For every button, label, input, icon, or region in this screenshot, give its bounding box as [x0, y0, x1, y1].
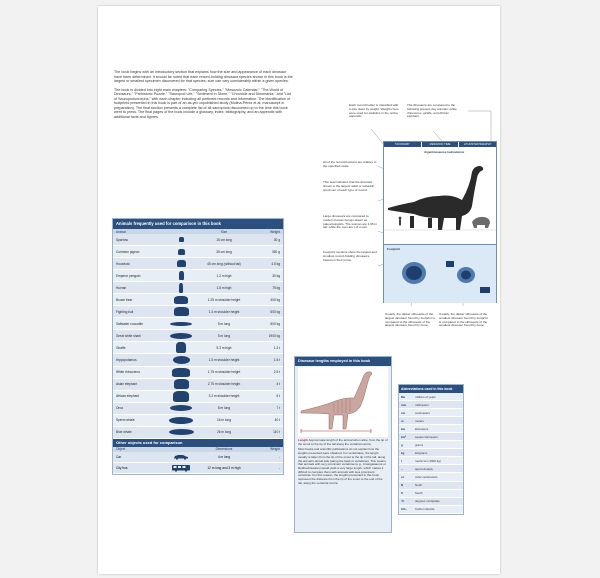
- note-largest-footprint: Usually, the darker silhouette of the largest dinosaur found by footprint is compared to the silhouette of the largest dinosaur found by bone.: [385, 312, 435, 328]
- abbreviation-value: Carbon dioxide: [415, 507, 435, 512]
- length-label: Length: [298, 438, 308, 442]
- animal-silhouette-icon: [168, 427, 194, 438]
- animal-silhouette-icon: [168, 294, 194, 305]
- sauropod-silhouette: [384, 156, 496, 244]
- animal-silhouette-icon: [168, 270, 194, 281]
- animal-silhouette-icon: [168, 391, 194, 402]
- animal-weight: 75 kg: [272, 285, 280, 290]
- abbreviation-key: ~: [401, 466, 403, 471]
- animal-weight: 4 t: [276, 382, 280, 387]
- abbreviation-row: [399, 490, 463, 498]
- table-row: [113, 391, 283, 403]
- silhouette-shape: [170, 322, 192, 326]
- animal-weight: 30 g: [273, 237, 280, 242]
- abbreviation-key: °C: [401, 499, 405, 504]
- animal-size: 26 m long: [217, 430, 231, 435]
- object-size: 4 m long: [217, 454, 231, 459]
- table-row: [113, 367, 283, 379]
- animal-silhouette-icon: [168, 415, 194, 426]
- animal-size: 2.75 m shoulder height: [207, 382, 241, 387]
- animal-silhouette-icon: [168, 306, 194, 317]
- animal-weight: 400 kg: [270, 297, 280, 302]
- animal-size: 3.2 m shoulder height: [208, 394, 240, 399]
- animal-silhouette-icon: [168, 282, 194, 293]
- intro-paragraph-1: The book begins with an introductory section that explains how the size and appearance of each dinosaur have been determined. It should be noted that each record-holding dinosaur species shown in this book is the largest or smallest specimen discovered for that species; size can vary considerably within a given species.: [114, 70, 293, 83]
- animal-weight: 1900 kg: [268, 333, 280, 338]
- abbreviation-row: [399, 465, 463, 473]
- abbreviation-row: [399, 441, 463, 449]
- table-row: [113, 246, 283, 258]
- animal-name: Fighting bull: [116, 309, 134, 314]
- silhouette-shape: [178, 249, 185, 255]
- animal-name: Hippopotamus: [116, 357, 137, 362]
- abbreviations-table: [398, 384, 464, 515]
- abbreviation-value: square kilometers: [415, 434, 438, 439]
- animal-name: Great white shark: [116, 333, 141, 338]
- objects-table-title: Other objects used for comparison: [113, 439, 283, 447]
- object-row-car: [113, 452, 283, 463]
- species-name: Argentinosaurus huinculensis: [424, 150, 465, 154]
- note-footprints: Footprint sections show the largest and smallest record-holding dinosaurs, based on their prints.: [323, 250, 377, 262]
- abbreviations-title: Abbreviations used in this book: [399, 385, 463, 393]
- abbreviation-row: [399, 457, 463, 465]
- animal-name: White rhinoceros: [116, 370, 140, 375]
- dinosaur-lengths-box: [294, 356, 392, 533]
- header-object: Object: [116, 447, 126, 452]
- animal-name: Brown bear: [116, 297, 133, 302]
- abbreviation-key: kg: [401, 450, 405, 455]
- animal-size: 1.8 m high: [216, 285, 232, 290]
- intro-paragraph-2: The book is divided into eight main chapters: "Comparing Species," "Mesozoic Calendar," "The World of Dinosaurs," "Prehistoric Puzzle," "Sauropod Life," "Sediment in Stone," "Chronicle and Dinomania," and "List of Sauropodomorphs," with each chapter including all pertinent records and information. The identification of footprints presented in this book is part of an as-yet unpublished study (Molina-Pérez et al, manuscript in preparation). The final section presents a complete list of all sauropods discovered up to the time this book went to press. The final pages of the book include a glossary, index, bibliography, and an appendix with additional facts and figures.: [114, 87, 291, 119]
- header-size: Size: [220, 229, 228, 234]
- footprint-icons: [384, 253, 496, 301]
- animal-weight: 4.5 kg: [271, 261, 280, 266]
- abbreviation-row: [399, 433, 463, 441]
- animal-weight: 40 t: [274, 418, 280, 423]
- animal-silhouette-icon: [168, 318, 194, 329]
- tab-lithostratigraphy: LITHOSTRATIGRAPHY: [459, 142, 496, 147]
- object-name: Car: [116, 454, 122, 459]
- header-dimensions: Dimensions: [215, 447, 233, 452]
- abbreviation-row: [399, 498, 463, 506]
- footprint-section: [384, 244, 496, 303]
- object-size: 12 m long and 3 m high: [207, 465, 241, 470]
- animals-table-body: [113, 234, 283, 439]
- abbreviation-key: cc: [401, 474, 405, 479]
- abbreviation-value: meters: [415, 418, 424, 423]
- abbreviation-value: grams: [415, 442, 424, 447]
- table-row: [113, 270, 283, 282]
- dinosaur-lengths-title: Dinosaur lengths employed in this book: [295, 357, 391, 366]
- silhouette-shape: [174, 307, 189, 316]
- table-row: [113, 282, 283, 294]
- animal-size: 45 cm long (without tail): [207, 261, 241, 266]
- length-explanation: Most books and scientific publications do not explain how the lengths presented were obtained. For vertebrates, the length usually is taken from the tip of the snout to the tip of the tail, along the animal's dorsal side (along the back or vertebrae). This means that animals with very prominent vertebrae (e.g., Amargasaurus or Rebbachisaurus) would yield a very large length, which makes it difficult to compare them with animals with less prominent vertebrae. For this reason, the lengths presented in this book represent the distance from the tip of the snout to the end of the tail, along the vertebral centra.: [298, 447, 386, 485]
- object-weight: -: [278, 454, 280, 459]
- animal-size: 35 cm long: [216, 249, 232, 254]
- specimen-page-sample: [383, 141, 497, 303]
- animal-weight: 1.5 t: [273, 357, 280, 362]
- abbreviation-value: kilometers: [415, 426, 429, 431]
- silhouette-shape: [169, 417, 193, 424]
- note-seal: This seal indicates that the dinosaur shown is the largest adult or subadult specimen of each type of record.: [323, 180, 375, 192]
- table-row: [113, 306, 283, 318]
- silhouette-shape: [179, 283, 183, 293]
- animal-name: Emperor penguin: [116, 273, 141, 278]
- silhouette-shape: [173, 356, 190, 364]
- animal-silhouette-icon: [168, 342, 194, 353]
- silhouette-shape: [173, 391, 189, 402]
- animal-weight: 7 t: [276, 406, 280, 411]
- animal-weight: 600 kg: [270, 321, 280, 326]
- animal-name: Sparrow: [116, 237, 128, 242]
- abbreviation-value: millions of years: [415, 394, 436, 399]
- animal-size: 1.25 m shoulder height: [207, 297, 241, 302]
- animal-name: Saltwater crocodile: [116, 321, 143, 326]
- silhouette-shape: [172, 368, 190, 377]
- abbreviation-key: N: [401, 483, 404, 488]
- abbreviation-value: metric ton (1000 kg): [415, 458, 441, 463]
- animal-silhouette-icon: [168, 403, 194, 414]
- animal-size: 5 m long: [217, 333, 231, 338]
- table-row: [113, 342, 283, 354]
- animal-silhouette-icon: [168, 234, 194, 245]
- animal-silhouette-icon: [168, 246, 194, 257]
- tab-mesozoic-time: MESOZOIC TIME: [422, 142, 460, 147]
- table-row: [113, 318, 283, 330]
- note-scale: All of the reconstructions are relative to the specified scale.: [323, 160, 377, 168]
- note-humans: Large dinosaurs are compared to modern human beings drawn as paleontologists. The woman are 1.65 m tall, while the men are 1.8 m tall.: [323, 214, 378, 230]
- animal-name: Common pigeon: [116, 249, 140, 254]
- abbreviation-row: [399, 473, 463, 481]
- abbreviation-key: cm: [401, 410, 406, 415]
- animals-table-title: Animals frequently used for comparison in this book: [113, 219, 283, 229]
- abbreviation-row: [399, 482, 463, 490]
- table-row: [113, 258, 283, 270]
- animal-weight: 30 kg: [272, 273, 280, 278]
- table-row: [113, 415, 283, 427]
- table-row: [113, 234, 283, 246]
- abbreviation-row: [399, 425, 463, 433]
- silhouette-shape: [177, 260, 186, 267]
- bus-icon: [168, 463, 194, 473]
- animal-weight: 6 t: [276, 394, 280, 399]
- note-size-class: Each record holder is classified with a size class by weight. Weights here were used for statistics in the online appendix.: [349, 103, 399, 119]
- animal-silhouette-icon: [168, 330, 194, 341]
- length-definition: Approximate length of the animal when alive, from the tip of the snout to the tip of the tail along the vertebral centra.: [298, 438, 388, 446]
- animal-name: Giraffe: [116, 345, 126, 350]
- skeleton-illustration: [298, 367, 388, 437]
- header-object-weight: Weight: [270, 447, 280, 452]
- animal-weight: 1.2 t: [273, 345, 280, 350]
- silhouette-shape: [169, 429, 194, 435]
- abbreviation-value: millimeters: [415, 402, 429, 407]
- abbreviation-row: [399, 393, 463, 401]
- abbreviations-list: [399, 393, 463, 514]
- animal-size: 15 cm long: [216, 237, 232, 242]
- abbreviation-value: South: [415, 491, 423, 496]
- dinosaur-lengths-text: [298, 439, 388, 485]
- abbreviation-key: Ma: [401, 394, 406, 399]
- animal-weight: 600 kg: [270, 309, 280, 314]
- abbreviation-value: cubic centimeters: [415, 474, 438, 479]
- animal-name: Human: [116, 285, 127, 290]
- abbreviation-key: S: [401, 491, 403, 496]
- record-page-diagram: [323, 101, 493, 328]
- animal-silhouette-icon: [168, 379, 194, 390]
- table-row: [113, 330, 283, 342]
- specimen-tabs: [384, 142, 496, 147]
- silhouette-shape: [170, 333, 192, 339]
- abbreviation-value: kilograms: [415, 450, 428, 455]
- animal-weight: 2.5 t: [273, 370, 280, 375]
- footprint-label: Footprint: [387, 247, 401, 251]
- animal-name: African elephant: [116, 394, 140, 399]
- abbreviation-key: t: [401, 458, 402, 463]
- intro-text: [114, 70, 294, 123]
- object-weight: -: [278, 465, 280, 470]
- object-name: City bus: [116, 465, 128, 470]
- silhouette-shape: [174, 379, 189, 389]
- header-weight: Weight: [270, 229, 280, 234]
- silhouette-shape: [176, 342, 186, 353]
- abbreviation-key: CO₂: [401, 507, 407, 512]
- abbreviation-row: [399, 401, 463, 409]
- animal-size: 5.3 m high: [216, 345, 232, 350]
- abbreviation-key: km: [401, 426, 406, 431]
- animal-weight: 350 g: [272, 249, 280, 254]
- abbreviation-key: km²: [401, 434, 407, 439]
- animals-table-header: [113, 229, 283, 234]
- note-smallest-footprint: Usually, the darker silhouette of the smallest dinosaur found by footprint is compared to the silhouette of the smallest dinosaur found by bone.: [439, 312, 488, 328]
- table-row: [113, 354, 283, 366]
- silhouette-shape: [174, 296, 188, 304]
- animal-name: Sperm whale: [116, 418, 135, 423]
- table-row: [113, 427, 283, 439]
- animal-silhouette-icon: [168, 354, 194, 365]
- abbreviation-value: approximately: [415, 466, 433, 471]
- animal-weight: 110 t: [273, 430, 280, 435]
- silhouette-shape: [179, 237, 184, 242]
- animal-size: 5 m long: [217, 321, 231, 326]
- note-comparison-animals: The dinosaurs are compared to the following present-day animals: white rhinoceros, giraffe, and African elephant.: [407, 103, 457, 119]
- animal-name: Housecat: [116, 261, 130, 266]
- abbreviation-row: [399, 417, 463, 425]
- abbreviation-key: m: [401, 418, 404, 423]
- animals-table: [112, 218, 284, 475]
- animal-silhouette-icon: [168, 258, 194, 269]
- abbreviation-value: North: [415, 483, 423, 488]
- abbreviation-key: g: [401, 442, 403, 447]
- silhouette-shape: [179, 271, 184, 280]
- abbreviation-row: [399, 506, 463, 514]
- tab-taxonomy: TAXONOMY: [384, 142, 422, 147]
- animal-name: Asian elephant: [116, 382, 138, 387]
- animal-name: Blue whale: [116, 430, 132, 435]
- animal-size: 16 m long: [217, 418, 231, 423]
- header-animal: Animal: [116, 229, 126, 234]
- abbreviation-row: [399, 409, 463, 417]
- animal-size: 1.5 m shoulder height: [208, 357, 240, 362]
- silhouette-shape: [170, 405, 192, 411]
- book-page: [98, 6, 500, 574]
- table-row: [113, 294, 283, 306]
- car-icon: [168, 452, 194, 462]
- abbreviation-value: degrees centigrade: [415, 499, 440, 504]
- table-row: [113, 379, 283, 391]
- abbreviation-value: centimeters: [415, 410, 430, 415]
- abbreviation-key: mm: [401, 402, 407, 407]
- animal-size: 1.2 m high: [216, 273, 232, 278]
- animal-silhouette-icon: [168, 367, 194, 378]
- table-row: [113, 403, 283, 415]
- animal-name: Orca: [116, 406, 123, 411]
- abbreviation-row: [399, 449, 463, 457]
- animal-size: 1.4 m shoulder height: [208, 309, 240, 314]
- animal-size: 1.75 m shoulder height: [207, 370, 241, 375]
- object-row-bus: [113, 463, 283, 474]
- animal-size: 8 m long: [217, 406, 231, 411]
- objects-table-header: [113, 447, 283, 452]
